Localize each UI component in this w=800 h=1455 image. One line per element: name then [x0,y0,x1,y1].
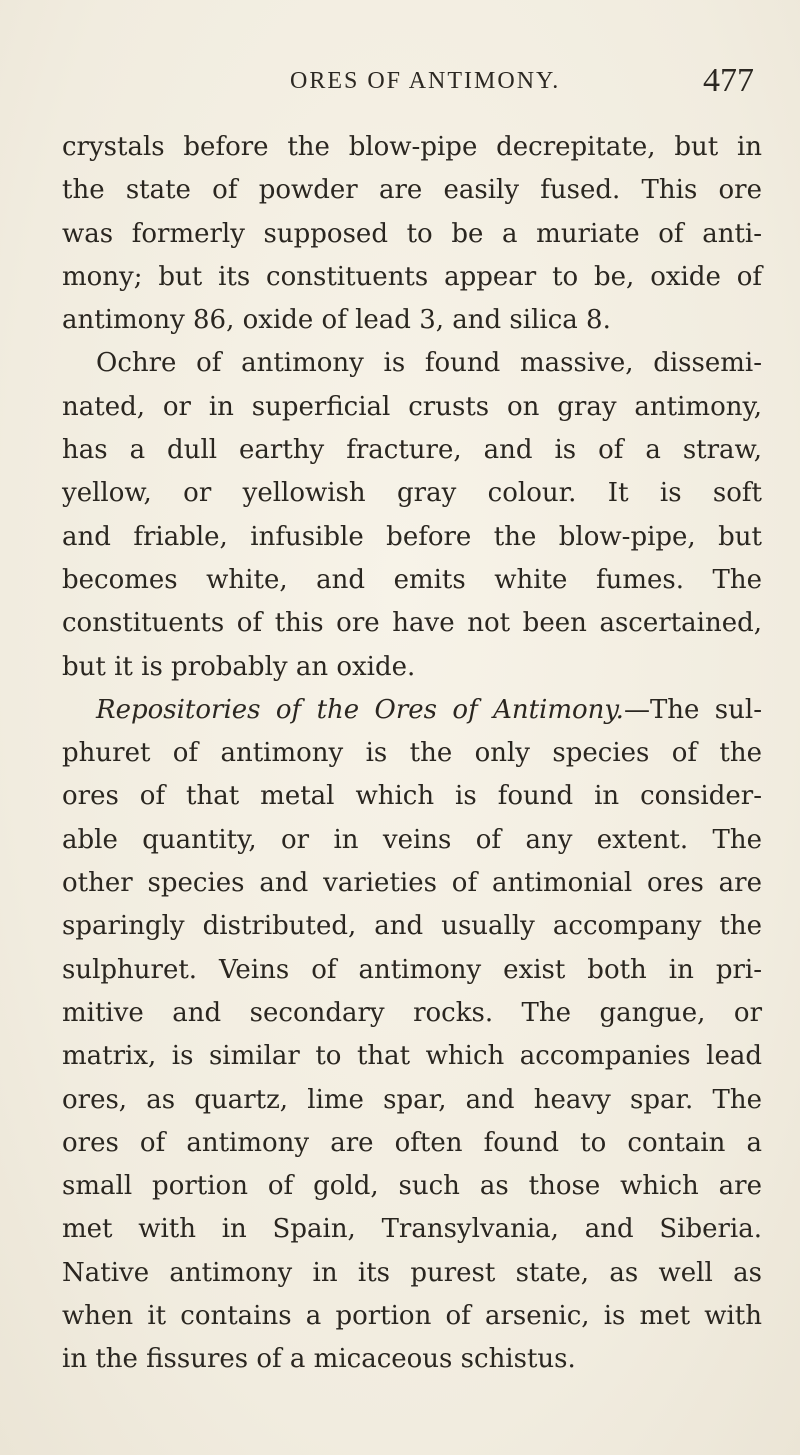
text-line: antimony 86, oxide of lead 3, and silica 8. [62,305,611,336]
text-line: becomes white, and emits white fumes. The [62,564,762,595]
section-heading-line [62,689,762,732]
running-head [0,62,800,102]
text-line: ores of that metal which is found in consider- [62,781,762,812]
text-line: Native antimony in its purest state, as well as [62,1257,762,1288]
text-line: yellow, or yellowish gray colour. It is soft [62,478,762,509]
text-line: but it is probably an oxide. [62,651,416,682]
text-line: Ochre of antimony is found massive, dissemi- [96,348,762,379]
text-line: when it contains a portion of arsenic, is met with [62,1301,762,1332]
text-line: in the fissures of a micaceous schistus. [62,1344,576,1375]
text-line: the state of powder are easily fused. This ore [62,175,762,206]
text-line: sparingly distributed, and usually accompany the [62,911,762,942]
text-line: and friable, infusible before the blow-pipe, but [62,521,762,552]
text-line: phuret of antimony is the only species of the [62,738,762,769]
text-line: met with in Spain, Transylvania, and Siberia. [62,1214,762,1245]
text-line: small portion of gold, such as those which are [62,1171,762,1202]
text-line: constituents of this ore have not been ascertained, [62,608,762,639]
text-line: mitive and secondary rocks. The gangue, or [62,997,762,1028]
text-line: matrix, is similar to that which accompanies lead [62,1041,762,1072]
page-number: 477 [703,62,754,99]
text-line: crystals before the blow-pipe decrepitate, but in [62,132,762,162]
text-line: ores of antimony are often found to contain a [62,1127,762,1158]
text-line: was formerly supposed to be a muriate of anti- [62,218,762,249]
text-line: mony; but its constituents appear to be, oxide of [62,261,762,292]
text-line: ores, as quartz, lime spar, and heavy spar. The [62,1084,762,1115]
section-heading-tail: —The sul- [623,694,762,725]
text-line: able quantity, or in veins of any extent. The [62,824,762,855]
text-line: sulphuret. Veins of antimony exist both in pri- [62,954,762,985]
text-line: other species and varieties of antimonial ores are [62,868,762,899]
text-line: nated, or in superficial crusts on gray antimony, [62,391,762,422]
section-heading: Repositories of the Ores of Antimony. [96,694,624,725]
body-text [62,126,762,1382]
text-line: has a dull earthy fracture, and is of a straw, [62,435,762,466]
running-head-title: ORES OF ANTIMONY. [290,68,561,94]
